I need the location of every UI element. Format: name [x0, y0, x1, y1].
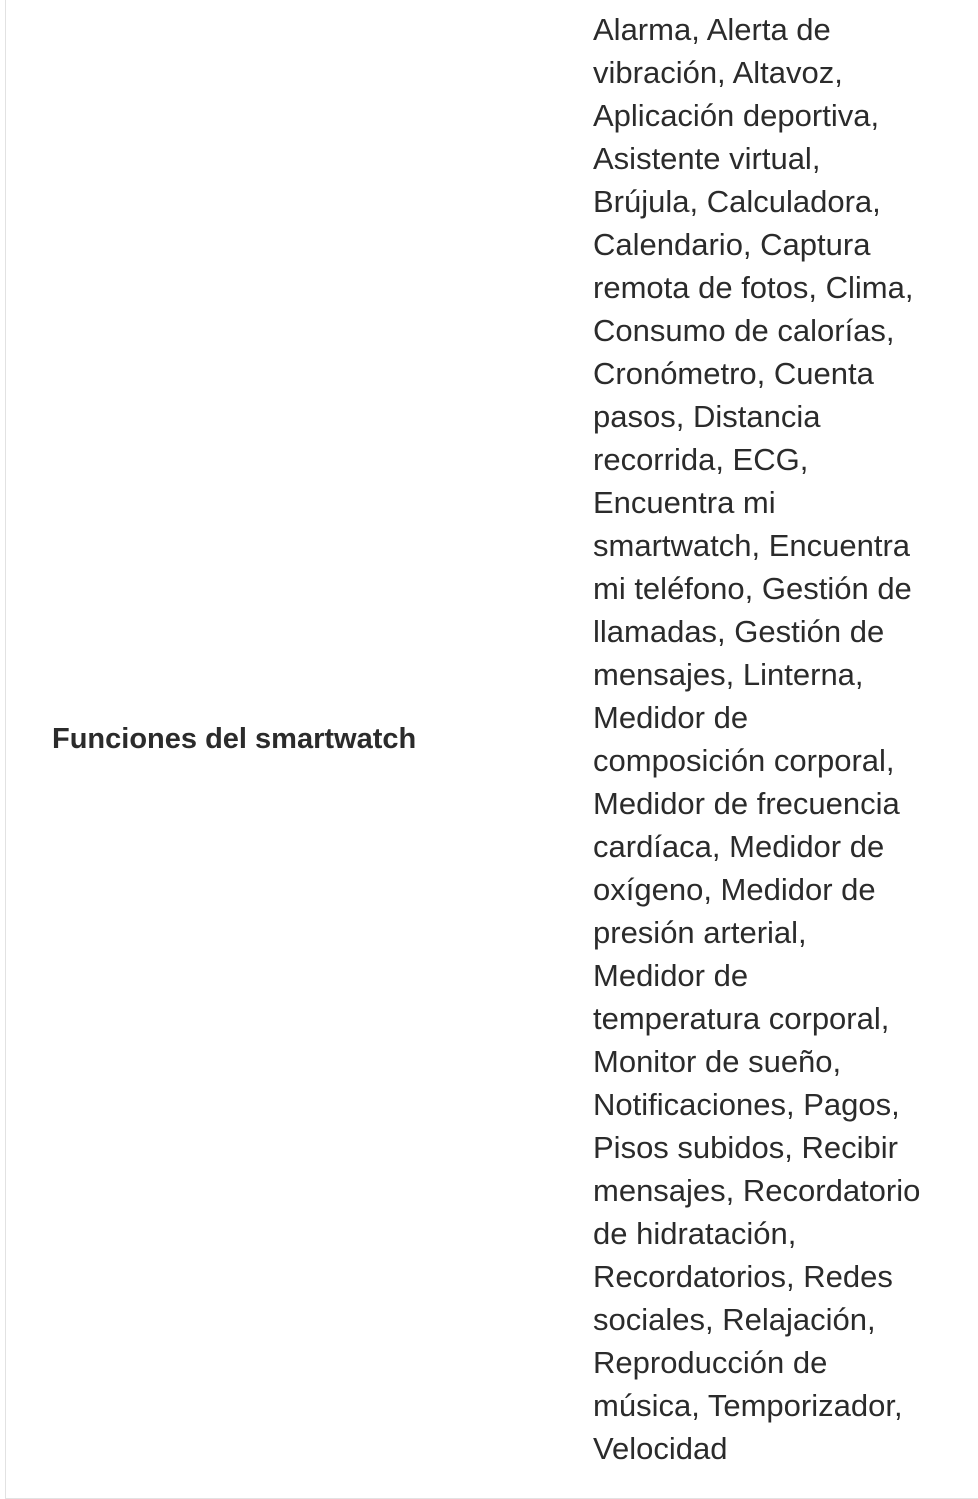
spec-value-line: de hidratación,	[593, 1216, 797, 1251]
spec-value-line: Alarma, Alerta de	[593, 12, 831, 47]
spec-value-line: Medidor de	[593, 700, 749, 735]
spec-value-line: Calendario, Captura	[593, 227, 871, 262]
spec-value-line: Aplicación deportiva,	[593, 98, 880, 133]
spec-value-line: pasos, Distancia	[593, 399, 821, 434]
spec-value-line: música, Temporizador,	[593, 1388, 903, 1423]
spec-value-line: remota de fotos, Clima,	[593, 270, 914, 305]
spec-value-line: Reproducción de	[593, 1345, 828, 1380]
spec-value-line: oxígeno, Medidor de	[593, 872, 876, 907]
spec-value-line: Medidor de	[593, 958, 749, 993]
spec-value-line: Encuentra mi	[593, 485, 776, 520]
spec-value	[593, 8, 943, 1470]
spec-value-line: cardíaca, Medidor de	[593, 829, 885, 864]
spec-value-line: Monitor de sueño,	[593, 1044, 842, 1079]
spec-value-line: presión arterial,	[593, 915, 807, 950]
spec-value-line: recorrida, ECG,	[593, 442, 809, 477]
spec-label: Funciones del smartwatch	[52, 723, 417, 755]
spec-value-line: vibración, Altavoz,	[593, 55, 843, 90]
spec-value-line: Velocidad	[593, 1431, 728, 1466]
spec-value-line: sociales, Relajación,	[593, 1302, 876, 1337]
spec-value-line: Cronómetro, Cuenta	[593, 356, 874, 391]
spec-value-line: Recordatorios, Redes	[593, 1259, 893, 1294]
spec-value-line: llamadas, Gestión de	[593, 614, 885, 649]
spec-value-line: smartwatch, Encuentra	[593, 528, 911, 563]
spec-value-line: Notificaciones, Pagos,	[593, 1087, 900, 1122]
spec-value-line: mensajes, Linterna,	[593, 657, 864, 692]
spec-value-line: composición corporal,	[593, 743, 895, 778]
spec-value-line: Asistente virtual,	[593, 141, 821, 176]
spec-value-line: temperatura corporal,	[593, 1001, 890, 1036]
spec-value-line: Pisos subidos, Recibir	[593, 1130, 898, 1165]
spec-row-smartwatch-functions	[5, 0, 978, 1499]
spec-value-line: Brújula, Calculadora,	[593, 184, 881, 219]
spec-value-line: mensajes, Recordatorio	[593, 1173, 921, 1208]
spec-value-line: Consumo de calorías,	[593, 313, 895, 348]
spec-value-line: mi teléfono, Gestión de	[593, 571, 912, 606]
spec-value-line: Medidor de frecuencia	[593, 786, 900, 821]
